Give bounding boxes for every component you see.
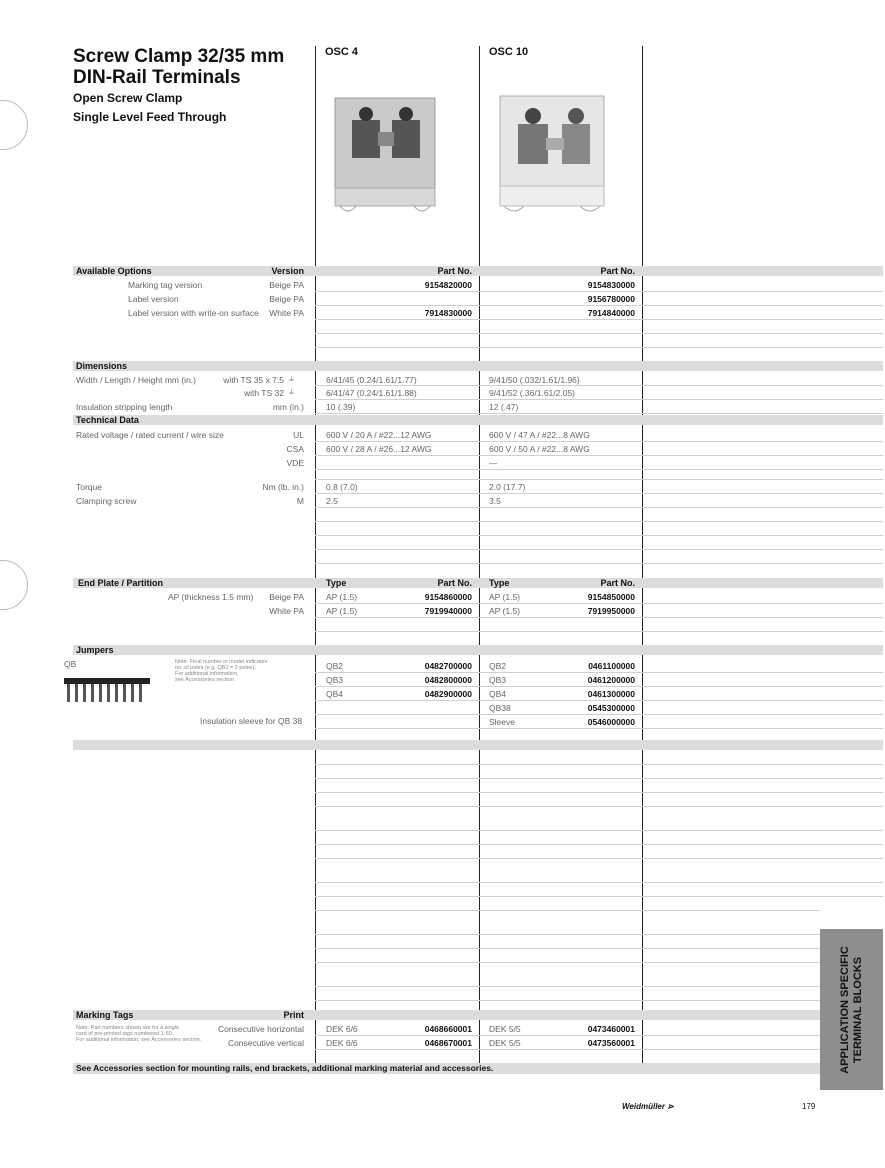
osc10-jumper-part: 0461200000 (587, 675, 635, 685)
osc4-option-part: 9154820000 (424, 280, 472, 290)
osc10-strip-length: 12 (.47) (489, 402, 519, 412)
osc4-marking-part: 0468660001 (424, 1024, 472, 1034)
page-number: 179 (802, 1102, 816, 1111)
endplate-header-band (73, 578, 883, 588)
row-line (315, 700, 883, 701)
osc4-torque: 0.8 (7.0) (326, 482, 358, 492)
osc10-endplate-part: 9154850000 (587, 592, 635, 602)
row-line (315, 291, 883, 292)
osc4-endplate-type: AP (1.5) (326, 606, 358, 616)
print-option: Consecutive horizontal (218, 1024, 304, 1034)
option-label: Marking tag version (128, 280, 203, 290)
osc10-type-header: Type (489, 578, 510, 588)
rated-label: Rated voltage / rated current / wire size (76, 430, 224, 440)
ul-label: UL (293, 430, 304, 440)
osc10-jumper-type: QB4 (489, 689, 507, 699)
dimensions-header-band (73, 361, 883, 371)
version-header: Version (271, 266, 304, 276)
row-line (315, 858, 883, 859)
row-line (315, 714, 883, 715)
option-version: Beige PA (269, 294, 304, 304)
column-divider-2 (479, 46, 480, 1074)
endplate-version: White PA (269, 606, 304, 616)
osc10-torque: 2.0 (17.7) (489, 482, 526, 492)
osc4-jumper-part: 0482700000 (424, 661, 472, 671)
footer-note: See Accessories section for mounting rails, end brackets, additional marking material and accessories. (76, 1063, 494, 1073)
empty-band (73, 740, 883, 750)
osc10-dimension: 9/41/52 (.36/1.61/2.05) (489, 388, 576, 398)
osc10-option-part: 9154830000 (587, 280, 635, 290)
osc4-jumper-type: QB4 (326, 689, 344, 699)
endplate-version: Beige PA (269, 592, 304, 602)
row-line (315, 830, 883, 831)
osc4-strip-length: 10 (.39) (326, 402, 356, 412)
row-line (315, 910, 820, 911)
row-line (315, 549, 883, 550)
row-line (315, 469, 883, 470)
osc10-jumper-type: QB38 (489, 703, 511, 713)
osc10-screw: 3.5 (489, 496, 501, 506)
row-line (315, 455, 883, 456)
strip-length-label: Insulation stripping length (76, 402, 173, 412)
page-title: Screw Clamp 32/35 mm DIN-Rail Terminals (73, 46, 285, 88)
row-line (315, 319, 883, 320)
marking-note: Note: Part numbers shown are for a single card of pre-printed tags numbered 1-50. For additional information, see Accessories section. (76, 1025, 202, 1043)
dimensions-label: Width / Length / Height mm (in.) (76, 375, 196, 385)
osc10-part-no-header: Part No. (600, 266, 635, 276)
csa-label: CSA (286, 444, 304, 454)
strip-length-unit: mm (in.) (272, 402, 304, 412)
row-line (315, 948, 820, 949)
row-line (315, 672, 883, 673)
row-line (315, 603, 883, 604)
qb-label: QB (64, 659, 77, 669)
osc4-marking-part: 0468670001 (424, 1038, 472, 1048)
osc10-part-no-header: Part No. (600, 578, 635, 588)
row-line (315, 347, 883, 348)
dimensions-ts35: with TS 35 x 7.5 (223, 375, 284, 385)
screw-unit: M (296, 496, 304, 506)
osc10-marking-part: 0473560001 (587, 1038, 635, 1048)
row-line (315, 728, 883, 729)
osc10-endplate-part: 7919950000 (587, 606, 635, 616)
vde-label: VDE (286, 458, 304, 468)
dimensions-ts32: with TS 32 (243, 388, 284, 398)
osc4-csa-rating: 600 V / 28 A / #26...12 AWG (326, 444, 432, 454)
option-version: White PA (269, 308, 304, 318)
osc4-terminal-image (330, 92, 440, 220)
page-subtitle-2: Single Level Feed Through (73, 110, 227, 124)
marking-header-band (73, 1010, 820, 1020)
options-header-band (73, 266, 883, 276)
rail-icon: ⫨ (289, 373, 294, 383)
osc10-endplate-type: AP (1.5) (489, 592, 521, 602)
endplate-header: End Plate / Partition (78, 578, 164, 588)
column-divider-3 (642, 46, 643, 1074)
osc10-ul-rating: 600 V / 47 A / #22...8 AWG (489, 430, 590, 440)
osc4-type-header: Type (326, 578, 347, 588)
osc4-part-no-header: Part No. (437, 578, 472, 588)
column-header-osc4: OSC 4 (325, 46, 359, 58)
option-label: Label version (128, 294, 179, 304)
osc10-dimension: 9/41/50 (.032/1.61/1.96) (489, 375, 580, 385)
osc10-vde-rating: — (489, 458, 498, 468)
osc4-endplate-part: 9154860000 (424, 592, 472, 602)
row-line (315, 792, 883, 793)
row-line (315, 385, 883, 386)
row-line (315, 479, 883, 480)
osc4-jumper-part: 0482900000 (424, 689, 472, 699)
technical-header: Technical Data (76, 415, 139, 425)
options-header: Available Options (76, 266, 152, 276)
osc10-marking-type: DEK 5/5 (489, 1038, 521, 1048)
marking-header: Marking Tags (76, 1010, 134, 1020)
row-line (315, 563, 883, 564)
binder-hole-top (0, 100, 28, 150)
brand-logo: Weidmüller ⋗ (622, 1102, 674, 1111)
osc10-jumper-type: QB2 (489, 661, 507, 671)
row-line (315, 806, 883, 807)
row-line (315, 521, 883, 522)
osc10-marking-type: DEK 5/5 (489, 1024, 521, 1034)
row-line (315, 413, 883, 414)
row-line (315, 333, 883, 334)
osc4-endplate-type: AP (1.5) (326, 592, 358, 602)
osc4-ul-rating: 600 V / 20 A / #22...12 AWG (326, 430, 432, 440)
osc4-marking-type: DEK 6/6 (326, 1024, 358, 1034)
row-line (315, 1049, 820, 1050)
osc4-endplate-part: 7919940000 (424, 606, 472, 616)
row-line (315, 882, 883, 883)
torque-label: Torque (76, 482, 102, 492)
row-line (315, 535, 883, 536)
brand-mark-icon: ⋗ (667, 1102, 674, 1111)
osc10-terminal-image (496, 92, 608, 220)
jumper-comb-image (64, 678, 150, 704)
osc10-jumper-type: Sleeve (489, 717, 515, 727)
row-line (315, 399, 883, 400)
osc10-marking-part: 0473460001 (587, 1024, 635, 1034)
osc10-jumper-part: 0461300000 (587, 689, 635, 699)
row-line (315, 305, 883, 306)
jumpers-header: Jumpers (76, 645, 114, 655)
osc10-option-part: 7914840000 (587, 308, 635, 318)
column-header-osc10: OSC 10 (489, 46, 529, 58)
screw-label: Clamping screw (76, 496, 137, 506)
osc4-dimension: 6/41/45 (0.24/1.61/1.77) (326, 375, 417, 385)
row-line (315, 896, 883, 897)
row-line (315, 617, 883, 618)
osc4-option-part: 7914830000 (424, 308, 472, 318)
option-label: Label version with write-on surface (128, 308, 259, 318)
osc4-dimension: 6/41/47 (0.24/1.61/1.88) (326, 388, 417, 398)
row-line (315, 962, 820, 963)
osc10-endplate-type: AP (1.5) (489, 606, 521, 616)
osc10-jumper-part: 0545300000 (587, 703, 635, 713)
osc4-jumper-type: QB2 (326, 661, 344, 671)
side-tab (820, 929, 883, 1090)
side-tab-line-1: APPLICATION SPECIFIC (838, 945, 851, 1074)
osc10-jumper-part: 0461100000 (588, 661, 635, 671)
osc4-part-no-header: Part No. (437, 266, 472, 276)
technical-header-band (73, 415, 883, 425)
rail-icon: ⫨ (289, 386, 294, 396)
jumper-note: Note: Final number in model indicates no. of poles (e.g. QB2 = 2 poles). For additional information, see Accessories section. (175, 659, 268, 683)
torque-unit: Nm (lb. in.) (262, 482, 304, 492)
row-line (315, 441, 883, 442)
binder-hole-middle (0, 560, 28, 610)
osc4-screw: 2.5 (326, 496, 338, 506)
row-line (315, 934, 820, 935)
print-option: Consecutive vertical (227, 1038, 304, 1048)
row-line (315, 1000, 820, 1001)
row-line (315, 1035, 820, 1036)
row-line (315, 493, 883, 494)
column-divider-1 (315, 46, 316, 1074)
osc4-jumper-part: 0482800000 (424, 675, 472, 685)
row-line (315, 631, 883, 632)
print-header: Print (283, 1010, 304, 1020)
page-subtitle-1: Open Screw Clamp (73, 91, 183, 105)
endplate-label: AP (thickness 1.5 mm) (168, 592, 254, 602)
dimensions-header: Dimensions (76, 361, 128, 371)
row-line (315, 986, 820, 987)
option-version: Beige PA (269, 280, 304, 290)
osc10-jumper-type: QB3 (489, 675, 507, 685)
osc10-jumper-part: 0546000000 (587, 717, 635, 727)
osc4-jumper-type: QB3 (326, 675, 344, 685)
row-line (315, 507, 883, 508)
row-line (315, 844, 883, 845)
row-line (315, 764, 883, 765)
side-tab-line-2: TERMINAL BLOCKS (851, 956, 864, 1063)
osc10-option-part: 9156780000 (587, 294, 635, 304)
sleeve-label: Insulation sleeve for QB 38 (200, 716, 303, 726)
row-line (315, 686, 883, 687)
osc4-marking-type: DEK 6/6 (326, 1038, 358, 1048)
jumpers-header-band (73, 645, 883, 655)
osc10-csa-rating: 600 V / 50 A / #22...8 AWG (489, 444, 590, 454)
row-line (315, 778, 883, 779)
